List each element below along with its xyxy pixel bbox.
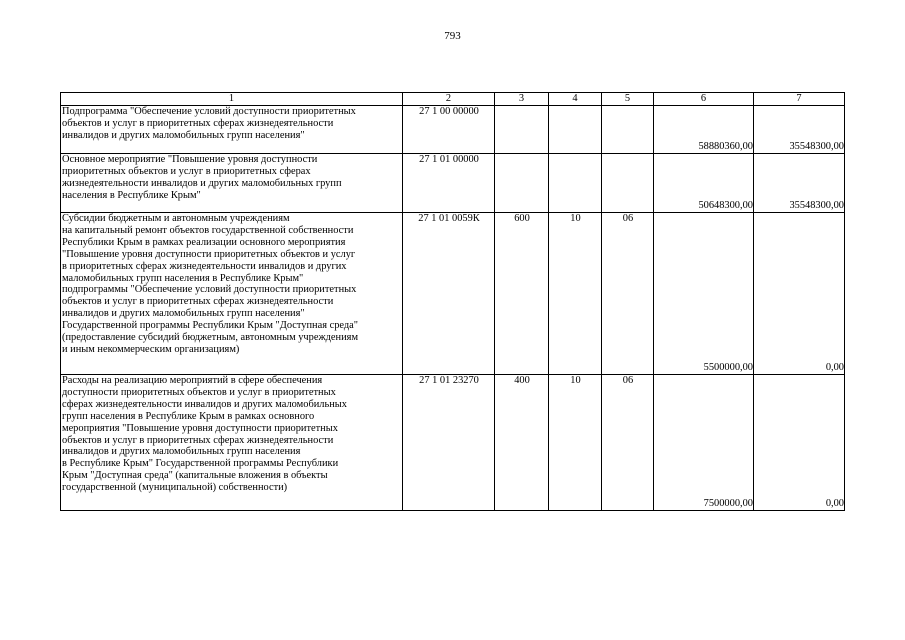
table-row — [61, 106, 845, 154]
row-pr-cell: 06 — [602, 375, 654, 511]
table-row — [61, 154, 845, 213]
column-header: 1 — [61, 93, 403, 106]
row-sum2-cell: 35548300,00 — [754, 106, 845, 154]
row-name-cell: Субсидии бюджетным и автономным учреждениям на капитальный ремонт объектов государственной собственности Республики Крым в рамках реализации основного мероприятия "Повышение уровня доступности приоритетных объектов и услуг в приоритетных сферах жизнедеятельности инвалидов и других маломобильных групп населения в Республике Крым" подпрограммы "Обеспечение условий доступности приоритетных объектов и услуг в приоритетных сферах жизнедеятельности инвалидов и других маломобильных групп населения" Государственной программы Республики Крым "Доступная среда" (предоставление субсидий бюджетным, автономным учреждениям и иным некоммерческим организациям) — [61, 213, 403, 375]
column-header: 4 — [549, 93, 602, 106]
row-sum2-cell: 0,00 — [754, 213, 845, 375]
column-header: 5 — [602, 93, 654, 106]
row-code-cell: 27 1 01 00000 — [403, 154, 495, 213]
column-header: 7 — [754, 93, 845, 106]
row-sum1-cell: 7500000,00 — [654, 375, 754, 511]
row-code-cell: 27 1 00 00000 — [403, 106, 495, 154]
column-header: 3 — [495, 93, 549, 106]
row-vr-cell: 400 — [495, 375, 549, 511]
column-header: 2 — [403, 93, 495, 106]
row-code-cell: 27 1 01 23270 — [403, 375, 495, 511]
table-row — [61, 375, 845, 511]
row-vr-cell — [495, 154, 549, 213]
row-rz-cell — [549, 154, 602, 213]
row-pr-cell: 06 — [602, 213, 654, 375]
row-sum1-cell: 50648300,00 — [654, 154, 754, 213]
budget-table — [60, 92, 845, 511]
row-pr-cell — [602, 106, 654, 154]
row-code-cell: 27 1 01 0059К — [403, 213, 495, 375]
page-number: 793 — [444, 30, 461, 42]
row-rz-cell — [549, 106, 602, 154]
table-row — [61, 213, 845, 375]
row-vr-cell — [495, 106, 549, 154]
row-rz-cell: 10 — [549, 375, 602, 511]
column-header: 6 — [654, 93, 754, 106]
row-sum2-cell: 0,00 — [754, 375, 845, 511]
row-vr-cell: 600 — [495, 213, 549, 375]
row-sum1-cell: 58880360,00 — [654, 106, 754, 154]
row-name-cell: Расходы на реализацию мероприятий в сфере обеспечения доступности приоритетных объектов и услуг в приоритетных сферах жизнедеятельности инвалидов и других маломобильных групп населения в Республике Крым в рамках основного мероприятия "Повышение уровня доступности приоритетных объектов и услуг в приоритетных сферах жизнедеятельности инвалидов и других маломобильных групп населения в Республике Крым" Государственной программы Республики Крым "Доступная среда" (капитальные вложения в объекты государственной (муниципальной) собственности) — [61, 375, 403, 511]
table-header-row — [61, 93, 845, 106]
row-sum2-cell: 35548300,00 — [754, 154, 845, 213]
row-sum1-cell: 5500000,00 — [654, 213, 754, 375]
row-rz-cell: 10 — [549, 213, 602, 375]
row-name-cell: Основное мероприятие "Повышение уровня доступности приоритетных объектов и услуг в приоритетных сферах жизнедеятельности инвалидов и других маломобильных групп населения в Республике Крым" — [61, 154, 403, 213]
row-name-cell: Подпрограмма "Обеспечение условий доступности приоритетных объектов и услуг в приоритетных сферах жизнедеятельности инвалидов и других маломобильных групп населения" — [61, 106, 403, 154]
row-pr-cell — [602, 154, 654, 213]
